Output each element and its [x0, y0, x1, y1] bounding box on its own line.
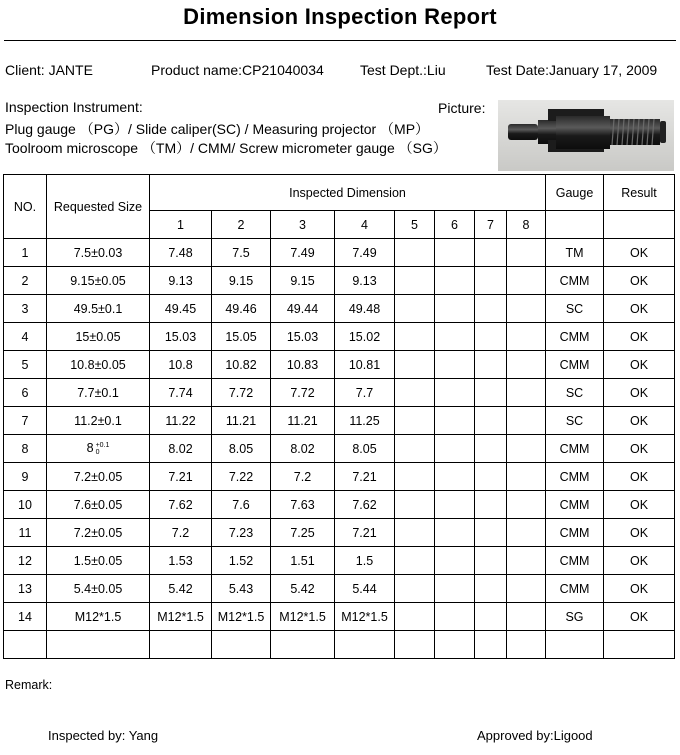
row-number: 9: [4, 463, 47, 491]
result-cell: OK: [604, 547, 675, 575]
measurement-7: [475, 351, 507, 379]
picture-label: Picture:: [438, 100, 486, 116]
measurement-3: 7.25: [271, 519, 335, 547]
inspection-table: [3, 174, 675, 659]
header-measure-6: 6: [435, 211, 475, 239]
result-cell: OK: [604, 379, 675, 407]
measurement-6: [435, 491, 475, 519]
measurement-8: [507, 435, 546, 463]
gauge-cell: CMM: [546, 519, 604, 547]
result-cell: OK: [604, 491, 675, 519]
measurement-4: 7.62: [335, 491, 395, 519]
measurement-8: [507, 603, 546, 631]
gauge-cell: CMM: [546, 463, 604, 491]
measurement-4: 15.02: [335, 323, 395, 351]
measurement-5: [395, 239, 435, 267]
result-cell: OK: [604, 267, 675, 295]
measurement-4: 10.81: [335, 351, 395, 379]
row-number: 12: [4, 547, 47, 575]
measurement-6: [435, 351, 475, 379]
header-row-1: [4, 175, 675, 211]
gauge-cell: SC: [546, 295, 604, 323]
measurement-6: [435, 379, 475, 407]
measurement-3: 9.15: [271, 267, 335, 295]
tolerance-lower: 0: [95, 448, 100, 456]
measurement-6: [435, 519, 475, 547]
row-number: 2: [4, 267, 47, 295]
header-gauge: Gauge: [546, 175, 604, 211]
requested-size: [47, 407, 150, 435]
result-cell: OK: [604, 519, 675, 547]
measurement-2: 5.43: [212, 575, 271, 603]
header-measure-1: 1: [150, 211, 212, 239]
requested-size-value: 5.4±0.05: [73, 581, 123, 596]
measurement-4: 49.48: [335, 295, 395, 323]
measurement-3: 8.02: [271, 435, 335, 463]
gauge-cell: SC: [546, 407, 604, 435]
requested-size: [47, 491, 150, 519]
measurement-8: [507, 267, 546, 295]
requested-size: [47, 295, 150, 323]
measurement-6: [435, 407, 475, 435]
requested-size: [47, 631, 150, 659]
instrument-line-2: Toolroom microscope （TM）/ CMM/ Screw micrometer gauge （SG）: [5, 140, 447, 156]
measurement-6: [435, 323, 475, 351]
header-gauge-blank: [546, 211, 604, 239]
measurement-3: 7.2: [271, 463, 335, 491]
measurement-3: [271, 631, 335, 659]
requested-size-value: 1.5±0.05: [73, 553, 123, 568]
approved-by: Approved by:Ligood: [477, 728, 593, 743]
header-inspected-dimension: Inspected Dimension: [150, 175, 546, 211]
measurement-3: 7.49: [271, 239, 335, 267]
row-number: 7: [4, 407, 47, 435]
table-row: [4, 295, 675, 323]
product-name-field: Product name:CP21040034: [151, 62, 324, 78]
measurement-5: [395, 295, 435, 323]
measurement-7: [475, 547, 507, 575]
measurement-1: 11.22: [150, 407, 212, 435]
measurement-1: 15.03: [150, 323, 212, 351]
measurement-3: 10.83: [271, 351, 335, 379]
measurement-3: 49.44: [271, 295, 335, 323]
measurement-4: 5.44: [335, 575, 395, 603]
measurement-3: M12*1.5: [271, 603, 335, 631]
requested-size: [47, 519, 150, 547]
measurement-3: 7.72: [271, 379, 335, 407]
requested-size-value: 7.5±0.03: [73, 245, 123, 260]
measurement-4: 7.21: [335, 463, 395, 491]
measurement-8: [507, 575, 546, 603]
measurement-4: M12*1.5: [335, 603, 395, 631]
gauge-cell: CMM: [546, 267, 604, 295]
table-row: [4, 435, 675, 463]
row-number: 11: [4, 519, 47, 547]
measurement-1: 7.74: [150, 379, 212, 407]
measurement-5: [395, 379, 435, 407]
measurement-1: 7.2: [150, 519, 212, 547]
table-body: [4, 239, 675, 659]
requested-size-value: 49.5±0.1: [73, 301, 123, 316]
measurement-8: [507, 547, 546, 575]
part-photo: [498, 100, 674, 171]
client-field: Client: JANTE: [5, 62, 93, 78]
measurement-5: [395, 519, 435, 547]
gauge-cell: [546, 631, 604, 659]
table-row: [4, 379, 675, 407]
measurement-8: [507, 463, 546, 491]
result-cell: [604, 631, 675, 659]
requested-size-value: M12*1.5: [74, 609, 122, 624]
measurement-7: [475, 435, 507, 463]
header-no: NO.: [4, 175, 47, 239]
result-cell: OK: [604, 603, 675, 631]
result-cell: OK: [604, 407, 675, 435]
result-cell: OK: [604, 323, 675, 351]
tolerance-upper: +0.1: [95, 441, 110, 449]
requested-size: [47, 323, 150, 351]
measurement-3: 15.03: [271, 323, 335, 351]
requested-size-value: 8: [86, 441, 94, 456]
requested-size: [47, 547, 150, 575]
measurement-8: [507, 239, 546, 267]
measurement-4: 11.25: [335, 407, 395, 435]
requested-size-value: 7.7±0.1: [77, 385, 119, 400]
measurement-5: [395, 435, 435, 463]
measurement-5: [395, 407, 435, 435]
row-number: 3: [4, 295, 47, 323]
measurement-3: 1.51: [271, 547, 335, 575]
measurement-3: 5.42: [271, 575, 335, 603]
measurement-2: 11.21: [212, 407, 271, 435]
measurement-5: [395, 323, 435, 351]
header-requested-size: Requested Size: [47, 175, 150, 239]
test-date-field: Test Date:January 17, 2009: [486, 62, 658, 78]
measurement-4: 1.5: [335, 547, 395, 575]
row-number: 1: [4, 239, 47, 267]
measurement-1: 7.21: [150, 463, 212, 491]
measurement-8: [507, 519, 546, 547]
measurement-5: [395, 351, 435, 379]
measurement-2: [212, 631, 271, 659]
table-row: [4, 519, 675, 547]
gauge-cell: SC: [546, 379, 604, 407]
requested-size: [47, 463, 150, 491]
measurement-7: [475, 631, 507, 659]
requested-size-value: 7.2±0.05: [73, 469, 123, 484]
measurement-6: [435, 435, 475, 463]
measurement-6: [435, 267, 475, 295]
measurement-6: [435, 463, 475, 491]
table-row: [4, 267, 675, 295]
measurement-4: 8.05: [335, 435, 395, 463]
requested-size-value: 10.8±0.05: [70, 357, 126, 372]
requested-size: [47, 435, 150, 463]
measurement-2: 15.05: [212, 323, 271, 351]
threaded-fitting-image: [498, 100, 674, 171]
measurement-7: [475, 603, 507, 631]
test-dept-field: Test Dept.:Liu: [360, 62, 446, 78]
measurement-6: [435, 575, 475, 603]
measurement-7: [475, 463, 507, 491]
table-row: [4, 239, 675, 267]
measurement-5: [395, 547, 435, 575]
header-measure-7: 7: [475, 211, 507, 239]
measurement-7: [475, 295, 507, 323]
requested-size: [47, 239, 150, 267]
measurement-7: [475, 491, 507, 519]
requested-size: [47, 267, 150, 295]
requested-size: [47, 603, 150, 631]
inspected-by: Inspected by: Yang: [48, 728, 159, 743]
header-measure-2: 2: [212, 211, 271, 239]
measurement-6: [435, 295, 475, 323]
requested-size: [47, 575, 150, 603]
measurement-4: 7.21: [335, 519, 395, 547]
requested-size-value: 15±0.05: [75, 329, 121, 344]
requested-size: [47, 351, 150, 379]
gauge-cell: CMM: [546, 575, 604, 603]
measurement-8: [507, 631, 546, 659]
result-cell: OK: [604, 239, 675, 267]
result-cell: OK: [604, 351, 675, 379]
measurement-5: [395, 575, 435, 603]
measurement-4: 9.13: [335, 267, 395, 295]
table-row: [4, 407, 675, 435]
row-number: 4: [4, 323, 47, 351]
measurement-8: [507, 491, 546, 519]
measurement-4: [335, 631, 395, 659]
measurement-2: 8.05: [212, 435, 271, 463]
table-row: [4, 351, 675, 379]
measurement-7: [475, 239, 507, 267]
row-number: 14: [4, 603, 47, 631]
measurement-8: [507, 407, 546, 435]
table-row: [4, 323, 675, 351]
measurement-1: 8.02: [150, 435, 212, 463]
remark-label: Remark:: [5, 678, 53, 692]
measurement-2: 7.6: [212, 491, 271, 519]
table-row: [4, 463, 675, 491]
measurement-2: 7.5: [212, 239, 271, 267]
measurement-8: [507, 379, 546, 407]
measurement-2: 7.23: [212, 519, 271, 547]
header-result: Result: [604, 175, 675, 211]
requested-size-value: 11.2±0.1: [74, 413, 122, 428]
measurement-8: [507, 351, 546, 379]
instrument-line-1: Plug gauge （PG）/ Slide caliper(SC) / Measuring projector （MP）: [5, 121, 430, 137]
header-measure-5: 5: [395, 211, 435, 239]
gauge-cell: CMM: [546, 547, 604, 575]
row-number: 8: [4, 435, 47, 463]
requested-size-value: 7.6±0.05: [73, 497, 123, 512]
requested-size-value: 7.2±0.05: [73, 525, 123, 540]
measurement-2: 49.46: [212, 295, 271, 323]
result-cell: OK: [604, 295, 675, 323]
measurement-2: 1.52: [212, 547, 271, 575]
measurement-5: [395, 603, 435, 631]
measurement-3: 11.21: [271, 407, 335, 435]
table-row: [4, 631, 675, 659]
measurement-1: [150, 631, 212, 659]
measurement-7: [475, 575, 507, 603]
measurement-1: 5.42: [150, 575, 212, 603]
measurement-6: [435, 239, 475, 267]
instrument-heading: Inspection Instrument:: [5, 99, 143, 115]
measurement-7: [475, 407, 507, 435]
measurement-8: [507, 323, 546, 351]
requested-size-value: 9.15±0.05: [70, 273, 126, 288]
measurement-6: [435, 547, 475, 575]
measurement-5: [395, 267, 435, 295]
measurement-1: 9.13: [150, 267, 212, 295]
measurement-1: 1.53: [150, 547, 212, 575]
result-cell: OK: [604, 463, 675, 491]
measurement-6: [435, 603, 475, 631]
measurement-7: [475, 379, 507, 407]
gauge-cell: TM: [546, 239, 604, 267]
title-divider: [4, 40, 676, 41]
header-measure-3: 3: [271, 211, 335, 239]
measurement-4: 7.49: [335, 239, 395, 267]
header-measure-8: 8: [507, 211, 546, 239]
header-result-blank: [604, 211, 675, 239]
row-number: [4, 631, 47, 659]
measurement-8: [507, 295, 546, 323]
measurement-1: 49.45: [150, 295, 212, 323]
row-number: 6: [4, 379, 47, 407]
measurement-5: [395, 491, 435, 519]
measurement-7: [475, 267, 507, 295]
measurement-4: 7.7: [335, 379, 395, 407]
header-measure-4: 4: [335, 211, 395, 239]
report-title: Dimension Inspection Report: [183, 4, 497, 29]
measurement-5: [395, 463, 435, 491]
measurement-1: 7.48: [150, 239, 212, 267]
measurement-1: M12*1.5: [150, 603, 212, 631]
measurement-1: 10.8: [150, 351, 212, 379]
gauge-cell: CMM: [546, 491, 604, 519]
measurement-7: [475, 519, 507, 547]
gauge-cell: SG: [546, 603, 604, 631]
gauge-cell: CMM: [546, 351, 604, 379]
measurement-2: 7.72: [212, 379, 271, 407]
measurement-1: 7.62: [150, 491, 212, 519]
measurement-2: 7.22: [212, 463, 271, 491]
row-number: 10: [4, 491, 47, 519]
row-number: 5: [4, 351, 47, 379]
table-row: [4, 547, 675, 575]
measurement-6: [435, 631, 475, 659]
result-cell: OK: [604, 575, 675, 603]
measurement-3: 7.63: [271, 491, 335, 519]
measurement-2: M12*1.5: [212, 603, 271, 631]
gauge-cell: CMM: [546, 435, 604, 463]
requested-size: [47, 379, 150, 407]
gauge-cell: CMM: [546, 323, 604, 351]
tolerance-stack: [96, 442, 110, 456]
table-row: [4, 575, 675, 603]
result-cell: OK: [604, 435, 675, 463]
table-row: [4, 603, 675, 631]
measurement-5: [395, 631, 435, 659]
measurement-2: 9.15: [212, 267, 271, 295]
table-row: [4, 491, 675, 519]
measurement-2: 10.82: [212, 351, 271, 379]
measurement-7: [475, 323, 507, 351]
row-number: 13: [4, 575, 47, 603]
